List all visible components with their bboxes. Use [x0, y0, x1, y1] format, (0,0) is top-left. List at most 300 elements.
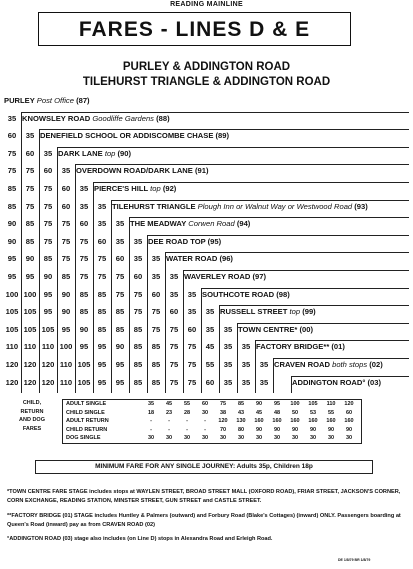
- fare-table-cell: 28: [183, 409, 191, 416]
- fare-table-cell: 120: [344, 401, 354, 407]
- service-line-heading: READING MAINLINE: [170, 1, 243, 8]
- fare-cell: 120: [41, 377, 55, 387]
- fare-cell: 90: [79, 324, 89, 334]
- fare-cell: 75: [169, 360, 179, 369]
- stage-name: ADDINGTON ROAD°: [292, 377, 366, 387]
- child-return-dog-fare-table: [62, 399, 362, 444]
- fare-table-cell: 105: [308, 401, 318, 407]
- grid-rule: [111, 200, 409, 201]
- stage-number: (95): [207, 236, 222, 246]
- fare-table-cell: 60: [345, 409, 353, 416]
- fare-table-cell: 85: [237, 401, 245, 407]
- grid-rule: [237, 323, 409, 324]
- fare-cell: 75: [133, 307, 143, 317]
- title-box: [38, 12, 351, 46]
- fare-cell: 85: [133, 324, 143, 334]
- fare-cell: 85: [151, 360, 161, 369]
- fare-table-cell: -: [186, 418, 188, 425]
- fare-table-cell: 90: [309, 426, 317, 433]
- fare-type-label: CHILD SINGLE: [66, 409, 105, 416]
- stage-label: [76, 164, 209, 178]
- fare-table-cell: -: [150, 426, 152, 433]
- fare-cell: 85: [97, 307, 107, 317]
- fare-cell: 85: [79, 307, 89, 317]
- fare-cell: 35: [187, 289, 197, 299]
- stage-number: (89): [215, 131, 230, 141]
- stage-detail: top: [150, 184, 161, 193]
- fare-cell: 95: [97, 342, 107, 352]
- fare-cell: 85: [61, 272, 71, 281]
- fare-cell: 90: [61, 289, 71, 299]
- fare-cell: 105: [5, 307, 19, 317]
- fare-cell: 90: [25, 254, 35, 264]
- fare-cell: 75: [169, 377, 179, 387]
- stage-number: (96): [219, 254, 233, 264]
- fare-table-cell: 38: [219, 409, 227, 416]
- fare-cell: 85: [115, 307, 125, 317]
- fare-cell: 60: [43, 166, 53, 176]
- grid-rule: [255, 340, 256, 393]
- grid-rule: [21, 112, 409, 113]
- fare-cell: 105: [77, 377, 91, 387]
- fare-cell: 35: [61, 166, 71, 176]
- fare-cell: 85: [79, 289, 89, 299]
- stage-name: WATER ROAD: [166, 254, 218, 264]
- stage-number: (87): [76, 96, 90, 105]
- fare-table-cell: 30: [255, 435, 263, 442]
- fare-cell: 95: [7, 254, 17, 264]
- fare-table-cell: 30: [309, 435, 317, 442]
- grid-rule: [129, 217, 409, 218]
- grid-rule: [165, 252, 166, 393]
- fare-type-label: ADULT SINGLE: [66, 401, 107, 407]
- fare-table-cell: 30: [201, 435, 209, 442]
- fare-cell: 35: [25, 131, 35, 141]
- fare-cell: 100: [5, 289, 19, 299]
- fare-table-cell: 160: [272, 418, 282, 425]
- grid-rule: [39, 129, 409, 130]
- fare-cell: 85: [97, 289, 107, 299]
- fare-cell: 90: [7, 219, 17, 229]
- grid-rule: [93, 182, 94, 393]
- fare-cell: 60: [151, 289, 161, 299]
- fare-cell: 60: [97, 236, 107, 246]
- fare-table-cell: 90: [255, 426, 263, 433]
- fare-table-cell: -: [204, 426, 206, 433]
- fare-cell: 75: [79, 272, 89, 281]
- grid-rule: [255, 340, 409, 341]
- fare-cell: 110: [5, 342, 19, 352]
- fare-table-row: [63, 400, 361, 409]
- fare-cell: 60: [115, 254, 125, 264]
- grid-rule: [165, 252, 409, 253]
- fare-table-cell: 43: [237, 409, 245, 416]
- fare-table-cell: 30: [273, 435, 281, 442]
- stage-label: [4, 94, 90, 108]
- fare-cell: 35: [223, 342, 233, 352]
- fare-cell: 60: [205, 377, 215, 387]
- fare-cell: 90: [7, 236, 17, 246]
- fare-cell: 75: [79, 254, 89, 264]
- fare-cell: 95: [115, 360, 125, 369]
- stage-label: [148, 235, 221, 249]
- fare-cell: 75: [79, 236, 89, 246]
- stage-label: [256, 340, 345, 354]
- fare-cell: 105: [41, 324, 55, 334]
- fare-cell: 85: [25, 219, 35, 229]
- fare-cell: 75: [61, 254, 71, 264]
- fare-cell: 35: [259, 360, 269, 369]
- grid-rule: [201, 288, 202, 394]
- footnote-addington-road: °ADDINGTON ROAD (03) stage also includes (on Line D) stops in Alexandra Road and Erleigh Road.: [7, 536, 273, 542]
- grid-rule: [291, 376, 409, 377]
- fare-table-cell: 110: [326, 401, 336, 407]
- fare-table-cell: 53: [309, 409, 317, 416]
- grid-rule: [93, 182, 409, 183]
- stage-row: [3, 376, 409, 392]
- stage-name: FACTORY BRIDGE**: [256, 342, 330, 352]
- fare-table-cell: 90: [273, 426, 281, 433]
- fare-cell: 35: [223, 377, 233, 387]
- stage-number: (97): [252, 272, 267, 281]
- fare-cell: 75: [187, 342, 197, 352]
- fare-cell: 105: [23, 324, 37, 334]
- stage-name: DENEFIELD SCHOOL OR ADDISCOMBE CHASE: [40, 131, 214, 141]
- fare-cell: 35: [97, 219, 107, 229]
- fare-cell: 75: [169, 342, 179, 352]
- fare-cell: 35: [7, 113, 17, 123]
- stage-label: [220, 305, 316, 319]
- fare-cell: 35: [205, 324, 215, 334]
- fare-cell: 120: [23, 360, 37, 369]
- grid-rule: [147, 235, 409, 236]
- stage-label: [130, 217, 250, 231]
- stage-row: [3, 340, 409, 356]
- fare-table-cell: 45: [255, 409, 263, 416]
- minimum-fare-box: MINIMUM FARE FOR ANY SINGLE JOURNEY: Adults 35p, Children 18p: [35, 460, 373, 474]
- fare-table-cell: 55: [327, 409, 335, 416]
- stage-number: (03): [367, 377, 381, 387]
- grid-rule: [273, 358, 409, 359]
- stage-row: [3, 112, 409, 128]
- stage-row: [3, 164, 409, 180]
- stage-number: (02): [369, 360, 383, 369]
- fare-cell: 85: [43, 254, 53, 264]
- fare-cell: 35: [187, 307, 197, 317]
- stage-label: [22, 112, 170, 126]
- fare-table-cell: 160: [254, 418, 264, 425]
- fare-table-cell: -: [204, 418, 206, 425]
- fare-table-cell: -: [168, 418, 170, 425]
- fare-cell: 35: [151, 254, 161, 264]
- grid-rule: [201, 288, 409, 289]
- fare-table-cell: 30: [147, 435, 155, 442]
- stage-detail: top: [289, 307, 301, 317]
- stage-name: WAVERLEY ROAD: [184, 272, 251, 281]
- stage-row: [3, 235, 409, 251]
- fare-cell: 85: [151, 377, 161, 387]
- fare-cell: 60: [169, 307, 179, 317]
- fare-table-row: [63, 426, 361, 435]
- fare-cell: 75: [115, 289, 125, 299]
- fare-cell: 95: [43, 307, 53, 317]
- stage-label: [58, 147, 131, 161]
- fare-cell: 60: [187, 324, 197, 334]
- fare-cell: 100: [59, 342, 73, 352]
- fare-cell: 60: [133, 272, 143, 281]
- fare-cell: 60: [7, 131, 17, 141]
- fare-cell: 120: [5, 360, 19, 369]
- stage-label: [184, 270, 266, 284]
- stage-number: (94): [236, 219, 251, 229]
- fare-cell: 85: [7, 201, 17, 211]
- fare-cell: 35: [115, 219, 125, 229]
- stage-name: DEE ROAD TOP: [148, 236, 206, 246]
- stage-detail: Post Office: [36, 96, 74, 105]
- fare-cell: 35: [97, 201, 107, 211]
- fare-cell: 75: [25, 201, 35, 211]
- fare-cell: 35: [133, 254, 143, 264]
- fare-cell: 95: [97, 360, 107, 369]
- grid-rule: [219, 305, 220, 393]
- fare-cell: 95: [61, 324, 71, 334]
- fare-cell: 55: [205, 360, 215, 369]
- stage-number: (01): [331, 342, 345, 352]
- fare-cell: 75: [151, 307, 161, 317]
- stage-label: [202, 288, 290, 302]
- fare-cell: 35: [79, 184, 89, 193]
- grid-rule: [273, 358, 274, 393]
- fare-cell: 75: [43, 236, 53, 246]
- fare-stage-grid: [3, 94, 409, 394]
- fare-table-cell: 70: [219, 426, 227, 433]
- fare-cell: 95: [25, 272, 35, 281]
- fare-table-cell: 90: [327, 426, 335, 433]
- fare-cell: 85: [133, 360, 143, 369]
- fare-cell: 35: [241, 377, 251, 387]
- grid-rule: [183, 270, 184, 393]
- stage-label: [274, 358, 383, 372]
- fare-cell: 75: [61, 236, 71, 246]
- fare-cell: 95: [97, 377, 107, 387]
- fare-cell: 95: [115, 377, 125, 387]
- fare-cell: 35: [43, 148, 53, 158]
- fare-cell: 35: [169, 272, 179, 281]
- stage-name: PIERCE'S HILL: [94, 184, 148, 193]
- fare-cell: 105: [23, 307, 37, 317]
- fare-cell: 85: [25, 236, 35, 246]
- fare-cell: 75: [25, 166, 35, 176]
- fare-cell: 75: [133, 289, 143, 299]
- stage-row: [3, 217, 409, 233]
- route-heading: TILEHURST TRIANGLE & ADDINGTON ROAD: [82, 76, 331, 88]
- stage-number: (91): [194, 166, 209, 176]
- print-code: DE 1/8/79 BR 1/8/79: [338, 558, 371, 562]
- fare-table-cell: 130: [236, 418, 246, 425]
- stage-row: [3, 182, 409, 198]
- fare-cell: 35: [133, 236, 143, 246]
- fare-cell: 95: [79, 342, 89, 352]
- fare-cell: 35: [205, 307, 215, 317]
- fare-table-cell: 30: [291, 435, 299, 442]
- fare-cell: 120: [41, 360, 55, 369]
- stage-label: [112, 200, 368, 214]
- stage-number: (93): [354, 201, 368, 211]
- fare-table-cell: 30: [183, 435, 191, 442]
- stage-name: PURLEY: [4, 96, 35, 105]
- fare-cell: 85: [151, 342, 161, 352]
- route-heading: PURLEY & ADDINGTON ROAD: [122, 61, 291, 73]
- grid-rule: [219, 305, 409, 306]
- fare-cell: 100: [23, 289, 37, 299]
- grid-rule: [147, 235, 148, 393]
- fare-table-cell: 30: [327, 435, 335, 442]
- grid-rule: [129, 217, 130, 393]
- fare-cell: 35: [115, 236, 125, 246]
- fare-table-cell: 90: [345, 426, 353, 433]
- stage-label: [40, 129, 229, 143]
- grid-rule: [75, 164, 76, 393]
- fare-table-cell: 80: [237, 426, 245, 433]
- fare-cell: 75: [43, 184, 53, 193]
- fare-cell: 35: [259, 377, 269, 387]
- fare-table-cell: 55: [183, 401, 191, 407]
- fare-cell: 105: [77, 360, 91, 369]
- fare-cell: 95: [43, 289, 53, 299]
- fare-table-cell: -: [150, 418, 152, 425]
- stage-row: [3, 200, 409, 216]
- fare-cell: 75: [187, 360, 197, 369]
- fare-table-cell: -: [186, 426, 188, 433]
- fare-table-cell: 160: [290, 418, 300, 425]
- fare-cell: 110: [23, 342, 37, 352]
- fare-table-cell: 45: [165, 401, 173, 407]
- fare-cell: 35: [223, 324, 233, 334]
- stage-row: [3, 270, 409, 286]
- stage-row: [3, 129, 409, 145]
- fare-type-label: ADULT RETURN: [66, 418, 109, 425]
- grid-rule: [183, 270, 409, 271]
- fare-cell: 60: [25, 148, 35, 158]
- stage-detail: top: [104, 148, 116, 158]
- stage-label: [292, 376, 381, 390]
- stage-name: RUSSELL STREET: [220, 307, 288, 317]
- fare-cell: 75: [187, 377, 197, 387]
- stage-row: [3, 252, 409, 268]
- stage-row: [3, 94, 409, 110]
- grid-rule: [39, 129, 40, 393]
- fare-cell: 105: [5, 324, 19, 334]
- fare-table-cell: 48: [273, 409, 281, 416]
- fare-type-label: CHILD RETURN: [66, 426, 108, 433]
- fare-cell: 90: [61, 307, 71, 317]
- stage-number: (88): [156, 113, 170, 123]
- child-return-dog-label: CHILD, RETURN AND DOG FARES: [19, 400, 45, 432]
- stage-name: OVERDOWN ROAD/DARK LANE: [76, 166, 193, 176]
- grid-rule: [75, 164, 409, 165]
- fare-cell: 85: [115, 324, 125, 334]
- fare-cell: 35: [223, 360, 233, 369]
- fare-type-label: DOG SINGLE: [66, 435, 101, 442]
- fare-table-cell: 90: [291, 426, 299, 433]
- fare-table-cell: 23: [165, 409, 173, 416]
- stage-number: (98): [276, 289, 290, 299]
- stage-row: [3, 288, 409, 304]
- fare-cell: 110: [41, 342, 55, 352]
- fare-table-cell: 50: [291, 409, 299, 416]
- fare-table-cell: 160: [308, 418, 318, 425]
- fare-cell: 75: [25, 184, 35, 193]
- stage-name: THE MEADWAY: [130, 219, 187, 229]
- fare-table-cell: 35: [147, 401, 155, 407]
- fare-table-cell: 100: [290, 401, 300, 407]
- stage-name: TOWN CENTRE*: [238, 324, 298, 334]
- fare-cell: 75: [61, 219, 71, 229]
- fare-cell: 120: [23, 377, 37, 387]
- fare-cell: 95: [7, 272, 17, 281]
- fare-cell: 75: [7, 148, 17, 158]
- grid-rule: [57, 147, 58, 393]
- fare-table-row: [63, 417, 361, 426]
- stage-number: (00): [299, 324, 313, 334]
- fare-table-cell: 30: [345, 435, 353, 442]
- fare-table-cell: 30: [237, 435, 245, 442]
- fare-cell: 75: [7, 166, 17, 176]
- fare-table-cell: 160: [344, 418, 354, 425]
- fare-table-row: [63, 434, 361, 443]
- stage-label: [94, 182, 176, 196]
- fare-cell: 60: [79, 219, 89, 229]
- stage-number: (90): [117, 148, 132, 158]
- fare-cell: 60: [61, 184, 71, 193]
- stage-label: [238, 323, 313, 337]
- stage-name: CRAVEN ROAD: [274, 360, 330, 369]
- fare-table-cell: 60: [201, 401, 209, 407]
- fare-cell: 35: [79, 201, 89, 211]
- fare-cell: 35: [241, 360, 251, 369]
- grid-rule: [57, 147, 409, 148]
- fare-cell: 35: [169, 289, 179, 299]
- fare-cell: 35: [241, 342, 251, 352]
- fare-cell: 60: [61, 201, 71, 211]
- fare-cell: 85: [133, 342, 143, 352]
- stage-detail: Corwen Road: [188, 219, 235, 229]
- stage-number: (99): [302, 307, 316, 317]
- fare-table-cell: 30: [165, 435, 173, 442]
- stage-name: SOUTHCOTE ROAD: [202, 289, 275, 299]
- fare-table-cell: 30: [219, 435, 227, 442]
- fare-cell: 85: [7, 184, 17, 193]
- stage-label: [166, 252, 233, 266]
- stage-row: [3, 305, 409, 321]
- grid-rule: [291, 376, 292, 394]
- fare-cell: 75: [43, 201, 53, 211]
- page-title: FARES - LINES D & E: [78, 18, 311, 41]
- grid-rule: [21, 112, 22, 394]
- fare-cell: 75: [151, 324, 161, 334]
- fare-table-cell: 95: [273, 401, 281, 407]
- fare-cell: 75: [169, 324, 179, 334]
- fare-cell: 75: [97, 272, 107, 281]
- fare-cell: 110: [59, 360, 73, 369]
- fare-cell: 90: [43, 272, 53, 281]
- stage-name: TILEHURST TRIANGLE: [112, 201, 196, 211]
- fare-cell: 110: [59, 377, 73, 387]
- fare-cell: 85: [133, 377, 143, 387]
- fare-cell: 35: [151, 272, 161, 281]
- grid-rule: [237, 323, 238, 393]
- fare-table-cell: 90: [255, 401, 263, 407]
